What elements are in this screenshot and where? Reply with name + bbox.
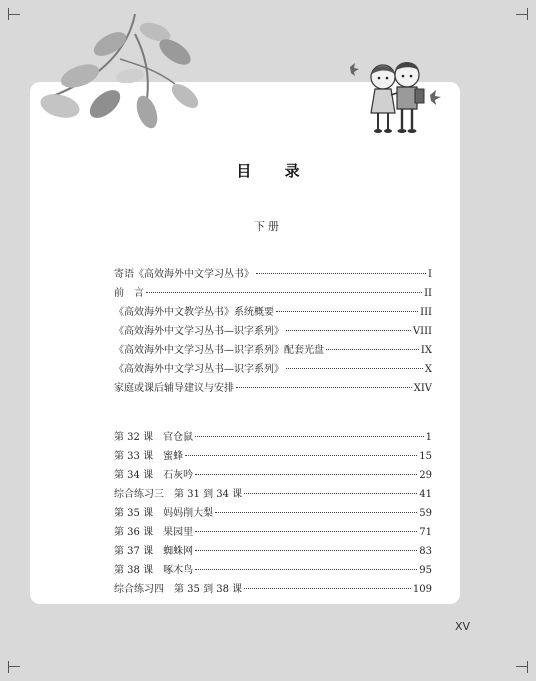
dot-leader — [195, 550, 417, 551]
toc-entry-page: III — [420, 307, 432, 318]
toc-entry-page: IX — [420, 345, 432, 356]
crop-mark — [8, 666, 20, 667]
toc-entry-page: 59 — [419, 508, 432, 519]
dot-leader — [185, 455, 417, 456]
toc-entry-label: 综合练习四 第 35 到 38 课 — [114, 584, 243, 595]
toc-entry-page: X — [424, 364, 432, 375]
toc-entry[interactable] — [114, 447, 432, 466]
toc-entry-label: 第 38 课 啄木鸟 — [114, 565, 194, 576]
toc-entry-page: 109 — [412, 584, 432, 595]
toc-entry[interactable] — [114, 542, 432, 561]
toc-entry-label: 第 35 课 妈妈削大梨 — [114, 508, 214, 519]
toc-entry-page: XIV — [413, 383, 432, 394]
toc-entry-page: VIII — [412, 326, 432, 337]
toc-entry-label: 家庭或课后辅导建议与安排 — [114, 383, 234, 394]
toc-entry-label: 综合练习三 第 31 到 34 课 — [114, 489, 243, 500]
dot-leader — [326, 349, 419, 350]
toc-subtitle: 下册 — [254, 220, 282, 233]
toc-entry[interactable] — [114, 341, 432, 360]
toc-entry[interactable] — [114, 303, 432, 322]
crop-mark — [8, 661, 9, 673]
toc-entry-page: 95 — [419, 565, 432, 576]
front-matter-list — [114, 265, 432, 398]
toc-entry-page: 41 — [419, 489, 432, 500]
dot-leader — [236, 387, 412, 388]
crop-mark — [527, 661, 528, 673]
page-number: XV — [455, 620, 471, 633]
dot-leader — [256, 273, 426, 274]
leafy-branch-icon — [35, 14, 210, 134]
lesson-list — [114, 428, 432, 599]
toc-entry-page: I — [428, 269, 432, 280]
dot-leader — [244, 588, 411, 589]
toc-entry[interactable] — [114, 322, 432, 341]
toc-entry-label: 第 32 课 官仓鼠 — [114, 432, 194, 443]
toc-entry[interactable] — [114, 504, 432, 523]
toc-entry[interactable] — [114, 561, 432, 580]
two-children-icon — [345, 55, 445, 140]
toc-entry-label: 《高效海外中文学习丛书—识字系列》 — [114, 326, 284, 337]
toc-entry-label: 第 36 课 果园里 — [114, 527, 194, 538]
dot-leader — [286, 330, 411, 331]
dot-leader — [195, 474, 417, 475]
crop-mark — [516, 14, 528, 15]
toc-entry[interactable] — [114, 360, 432, 379]
toc-entry[interactable] — [114, 580, 432, 599]
dot-leader — [276, 311, 418, 312]
toc-entry-page: 1 — [425, 432, 432, 443]
toc-entry-page: 29 — [419, 470, 432, 481]
toc-entry-label: 第 37 课 蜘蛛网 — [114, 546, 194, 557]
toc-entry-label: 《高效海外中文学习丛书—识字系列》配套光盘 — [114, 345, 324, 356]
toc-entry[interactable] — [114, 523, 432, 542]
toc-entry-label: 《高效海外中文教学丛书》系统概要 — [114, 307, 274, 318]
toc-entry-label: 前 言 — [114, 288, 144, 299]
toc-entry-label: 第 34 课 石灰吟 — [114, 470, 194, 481]
toc-entry[interactable] — [114, 265, 432, 284]
dot-leader — [195, 531, 417, 532]
dot-leader — [215, 512, 417, 513]
butterfly-icon — [350, 63, 359, 76]
crop-mark — [8, 14, 20, 15]
toc-entry-page: II — [424, 288, 432, 299]
toc-entry[interactable] — [114, 284, 432, 303]
toc-entry-label: 第 33 课 蜜蜂 — [114, 451, 184, 462]
toc-entry-label: 寄语《高效海外中文学习丛书》 — [114, 269, 254, 280]
toc-entry[interactable] — [114, 466, 432, 485]
butterfly-icon — [430, 90, 441, 105]
dot-leader — [244, 493, 417, 494]
toc-entry[interactable] — [114, 379, 432, 398]
toc-title: 目 录 — [236, 162, 314, 180]
toc-entry[interactable] — [114, 428, 432, 447]
dot-leader — [195, 436, 424, 437]
toc-entry-page: 15 — [419, 451, 432, 462]
toc-entry-page: 83 — [419, 546, 432, 557]
crop-mark — [516, 666, 528, 667]
toc-entry-label: 《高效海外中文学习丛书—识字系列》 — [114, 364, 284, 375]
toc-entry-page: 71 — [419, 527, 432, 538]
dot-leader — [146, 292, 422, 293]
dot-leader — [286, 368, 423, 369]
toc-entry[interactable] — [114, 485, 432, 504]
dot-leader — [195, 569, 417, 570]
